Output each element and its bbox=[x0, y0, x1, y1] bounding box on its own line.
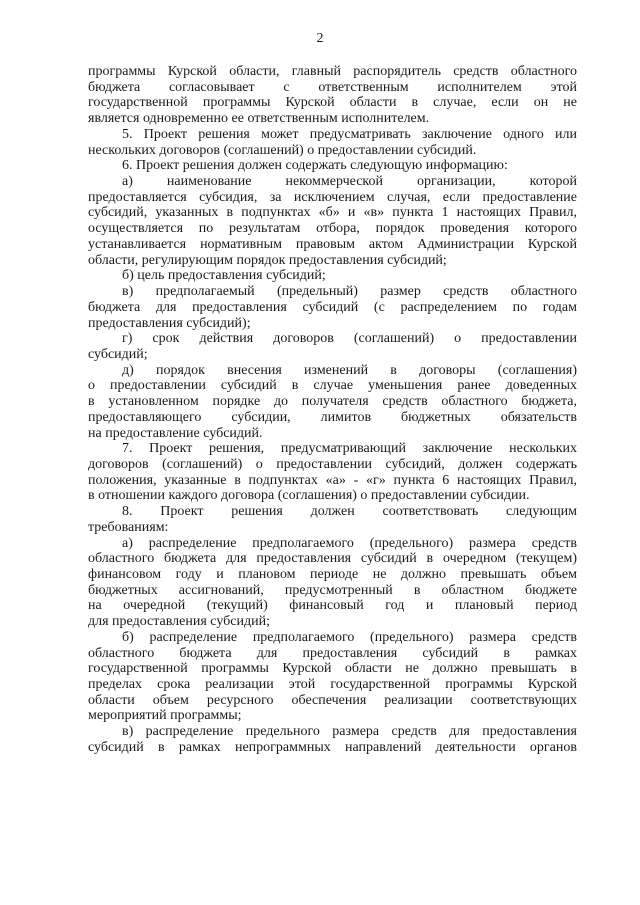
text-line: для предоставления субсидий; bbox=[88, 614, 270, 630]
text-line: пределах срока реализации этой государственной программы Курской bbox=[88, 677, 577, 693]
text-line: государственной программы Курской области в случае, если он не bbox=[88, 95, 577, 111]
text-line: государственной программы Курской области не должно превышать в bbox=[88, 661, 577, 677]
text-line: 6. Проект решения должен содержать следующую информацию: bbox=[122, 158, 508, 174]
text-line: мероприятий программы; bbox=[88, 708, 242, 724]
text-line: финансовом году и плановом периоде не должно превышать объем bbox=[88, 567, 577, 582]
text-line: области, регулирующим порядок предоставления субсидий; bbox=[88, 252, 447, 268]
text-line: договоров (соглашений) о предоставлении субсидий, должен содержать bbox=[88, 456, 577, 472]
text-line: г) срок действия договоров (соглашений) о предоставлении bbox=[122, 331, 577, 347]
text-line: предоставляется субсидия, за исключением случая, если предоставление bbox=[88, 189, 577, 205]
text-line: нескольких договоров (соглашений) о предоставлении субсидий. bbox=[88, 142, 477, 158]
text-line: в установленном порядке до получателя средств областного бюджета, bbox=[88, 394, 577, 410]
text-line: в) распределение предельного размера средств для предоставления bbox=[122, 724, 577, 740]
text-line: а) наименование некоммерческой организации, которой bbox=[122, 174, 577, 190]
text-line: 7. Проект решения, предусматривающий заключение нескольких bbox=[122, 441, 577, 457]
text-line: субсидий в рамках непрограммных направлений деятельности органов bbox=[88, 739, 577, 755]
text-line: о предоставлении субсидий в случае уменьшения ранее доведенных bbox=[88, 378, 577, 394]
text-line: бюджета согласовывает с ответственным исполнителем этой bbox=[88, 79, 577, 95]
text-line: областного бюджета для предоставления субсидий в очередном (текущем) bbox=[88, 551, 577, 567]
text-line: бюджетных ассигнований, предусмотренный в областном бюджете bbox=[88, 582, 577, 598]
text-line: программы Курской области, главный распорядитель средств областного bbox=[88, 64, 577, 79]
text-line: субсидий; bbox=[88, 346, 148, 362]
text-line: является одновременно ее ответственным исполнителем. bbox=[88, 111, 430, 127]
text-line: в отношении каждого договора (соглашения) о предоставлении субсидии. bbox=[88, 488, 530, 504]
text-line: предоставления субсидий); bbox=[88, 315, 251, 331]
text-line: областного бюджета для предоставления субсидий в рамках bbox=[88, 645, 577, 661]
text-line: б) распределение предполагаемого (предельного) размера средств bbox=[122, 629, 577, 645]
text-line: положения, указанные в подпунктах «а» - «г» пункта 6 настоящих Правил, bbox=[88, 472, 577, 488]
document-body bbox=[88, 64, 577, 756]
text-line: 8. Проект решения должен соответствовать следующим bbox=[122, 504, 577, 520]
text-line: в) предполагаемый (предельный) размер средств областного bbox=[122, 284, 577, 300]
text-line: устанавливается нормативным правовым актом Администрации Курской bbox=[88, 236, 577, 252]
text-line: предоставляющего субсидии, лимитов бюджетных обязательств bbox=[88, 409, 577, 425]
text-line: на предоставление субсидий. bbox=[88, 425, 263, 441]
text-line: области объем ресурсного обеспечения реализации соответствующих bbox=[88, 692, 577, 708]
text-line: д) порядок внесения изменений в договоры (соглашения) bbox=[122, 362, 577, 378]
text-line: требованиям: bbox=[88, 519, 169, 535]
text-line: 5. Проект решения может предусматривать заключение одного или bbox=[122, 126, 577, 142]
text-line: б) цель предоставления субсидий; bbox=[122, 268, 326, 284]
text-line: субсидий, указанных в подпунктах «б» и «в» пункта 1 настоящих Правил, bbox=[88, 205, 577, 221]
text-line: бюджета для предоставления субсидий (с распределением по годам bbox=[88, 299, 577, 315]
text-line: осуществляется по результатам отбора, порядок проведения которого bbox=[88, 221, 577, 237]
page-number: 2 bbox=[316, 31, 324, 46]
text-line: а) распределение предполагаемого (предельного) размера средств bbox=[122, 535, 577, 551]
text-line: на очередной (текущий) финансовый год и плановый период bbox=[88, 598, 577, 614]
